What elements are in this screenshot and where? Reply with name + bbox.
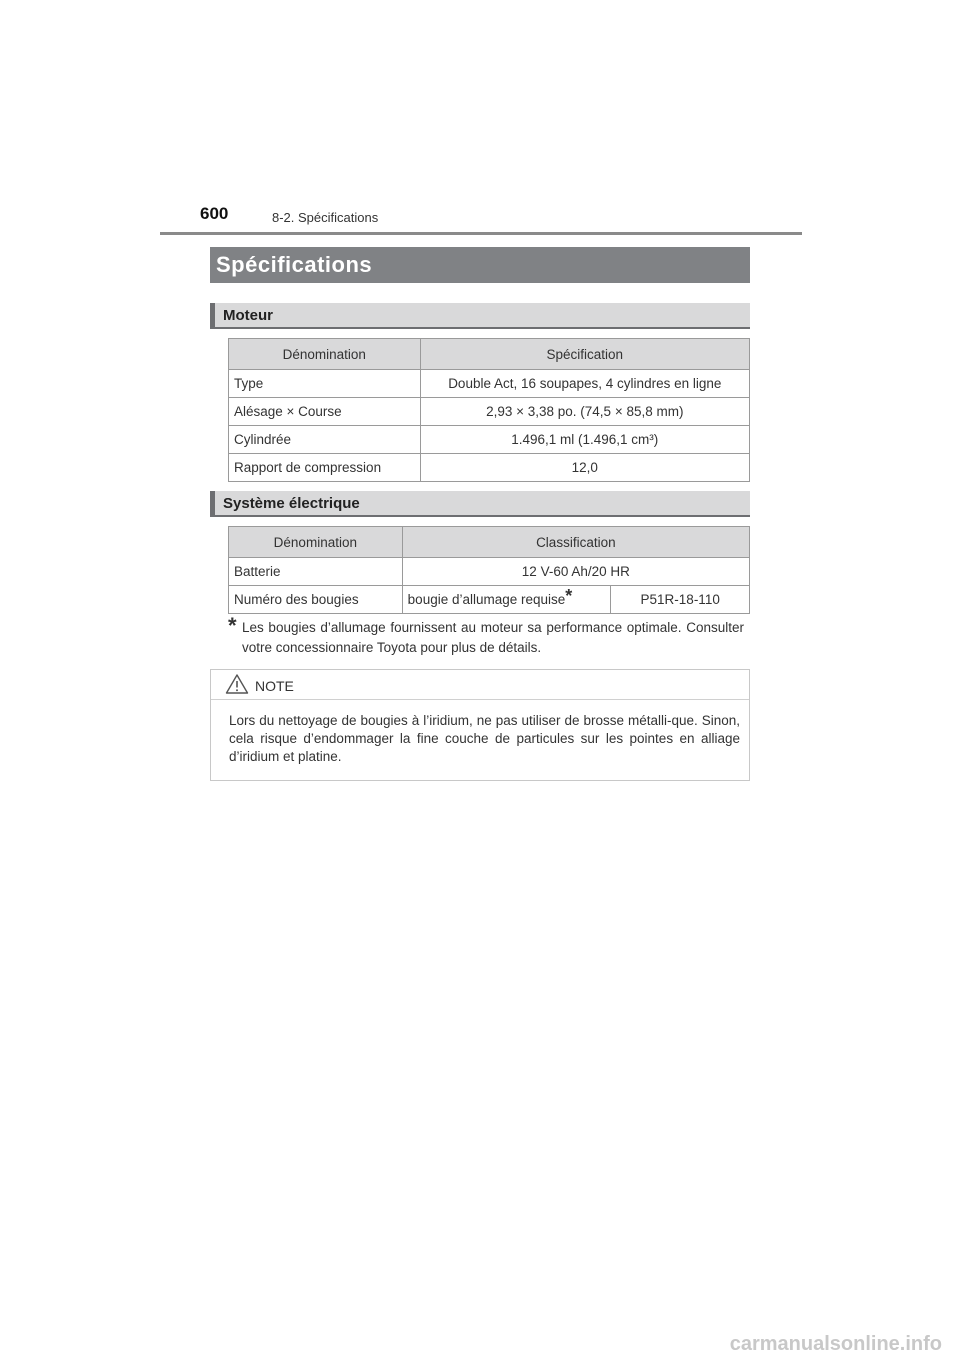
note-label: NOTE bbox=[255, 678, 294, 694]
header-divider bbox=[160, 232, 802, 235]
row-value: 12 V-60 Ah/20 HR bbox=[402, 558, 749, 586]
row-name: Rapport de compression bbox=[229, 454, 421, 482]
note-divider bbox=[211, 699, 749, 700]
row-name: Type bbox=[229, 370, 421, 398]
row-value: 2,93 × 3,38 po. (74,5 × 85,8 mm) bbox=[420, 398, 749, 426]
table-header-row bbox=[229, 339, 750, 370]
row-value: P51R-18-110 bbox=[611, 586, 750, 614]
footnote bbox=[228, 613, 744, 658]
row-name: Batterie bbox=[229, 558, 403, 586]
section-heading-electrique: Système électrique bbox=[210, 491, 750, 517]
table-row bbox=[229, 370, 750, 398]
row-sub-label bbox=[402, 586, 611, 614]
section-reference: 8-2. Spécifications bbox=[272, 210, 379, 225]
column-header: Dénomination bbox=[229, 527, 403, 558]
row-name: Alésage × Course bbox=[229, 398, 421, 426]
table-row bbox=[229, 454, 750, 482]
column-header: Dénomination bbox=[229, 339, 421, 370]
table-row bbox=[229, 398, 750, 426]
row-sub-label-text: bougie d’allumage requise bbox=[407, 592, 566, 607]
page-title: Spécifications bbox=[210, 247, 750, 283]
electrical-spec-table bbox=[228, 526, 750, 614]
engine-spec-table bbox=[228, 338, 750, 482]
footnote-text: Les bougies d’allumage fournissent au moteur sa performance optimale. Consulter votre concessionnaire Toyota pour plus de détails. bbox=[242, 620, 744, 655]
row-value: Double Act, 16 soupapes, 4 cylindres en ligne bbox=[420, 370, 749, 398]
watermark: carmanualsonline.info bbox=[729, 1333, 942, 1355]
footnote-marker: * bbox=[565, 586, 573, 606]
note-box bbox=[210, 669, 750, 781]
footnote-star: * bbox=[228, 613, 237, 638]
page-number: 600 bbox=[200, 204, 229, 223]
warning-triangle-icon bbox=[225, 673, 249, 700]
row-value: 1.496,1 ml (1.496,1 cm³) bbox=[420, 426, 749, 454]
column-header: Spécification bbox=[420, 339, 749, 370]
note-text: Lors du nettoyage de bougies à l’iridium, ne pas utiliser de brosse métalli-que. Sinon, cela risque d’endommager la fine couche de particules sur les pointes en alliage d’iridium et platine. bbox=[229, 713, 740, 764]
column-header: Classification bbox=[402, 527, 749, 558]
table-header-row bbox=[229, 527, 750, 558]
table-row bbox=[229, 586, 750, 614]
table-row bbox=[229, 426, 750, 454]
row-name: Numéro des bougies bbox=[229, 586, 403, 614]
note-header bbox=[225, 674, 294, 698]
row-name: Cylindrée bbox=[229, 426, 421, 454]
row-value: 12,0 bbox=[420, 454, 749, 482]
section-heading-moteur: Moteur bbox=[210, 303, 750, 329]
table-row bbox=[229, 558, 750, 586]
